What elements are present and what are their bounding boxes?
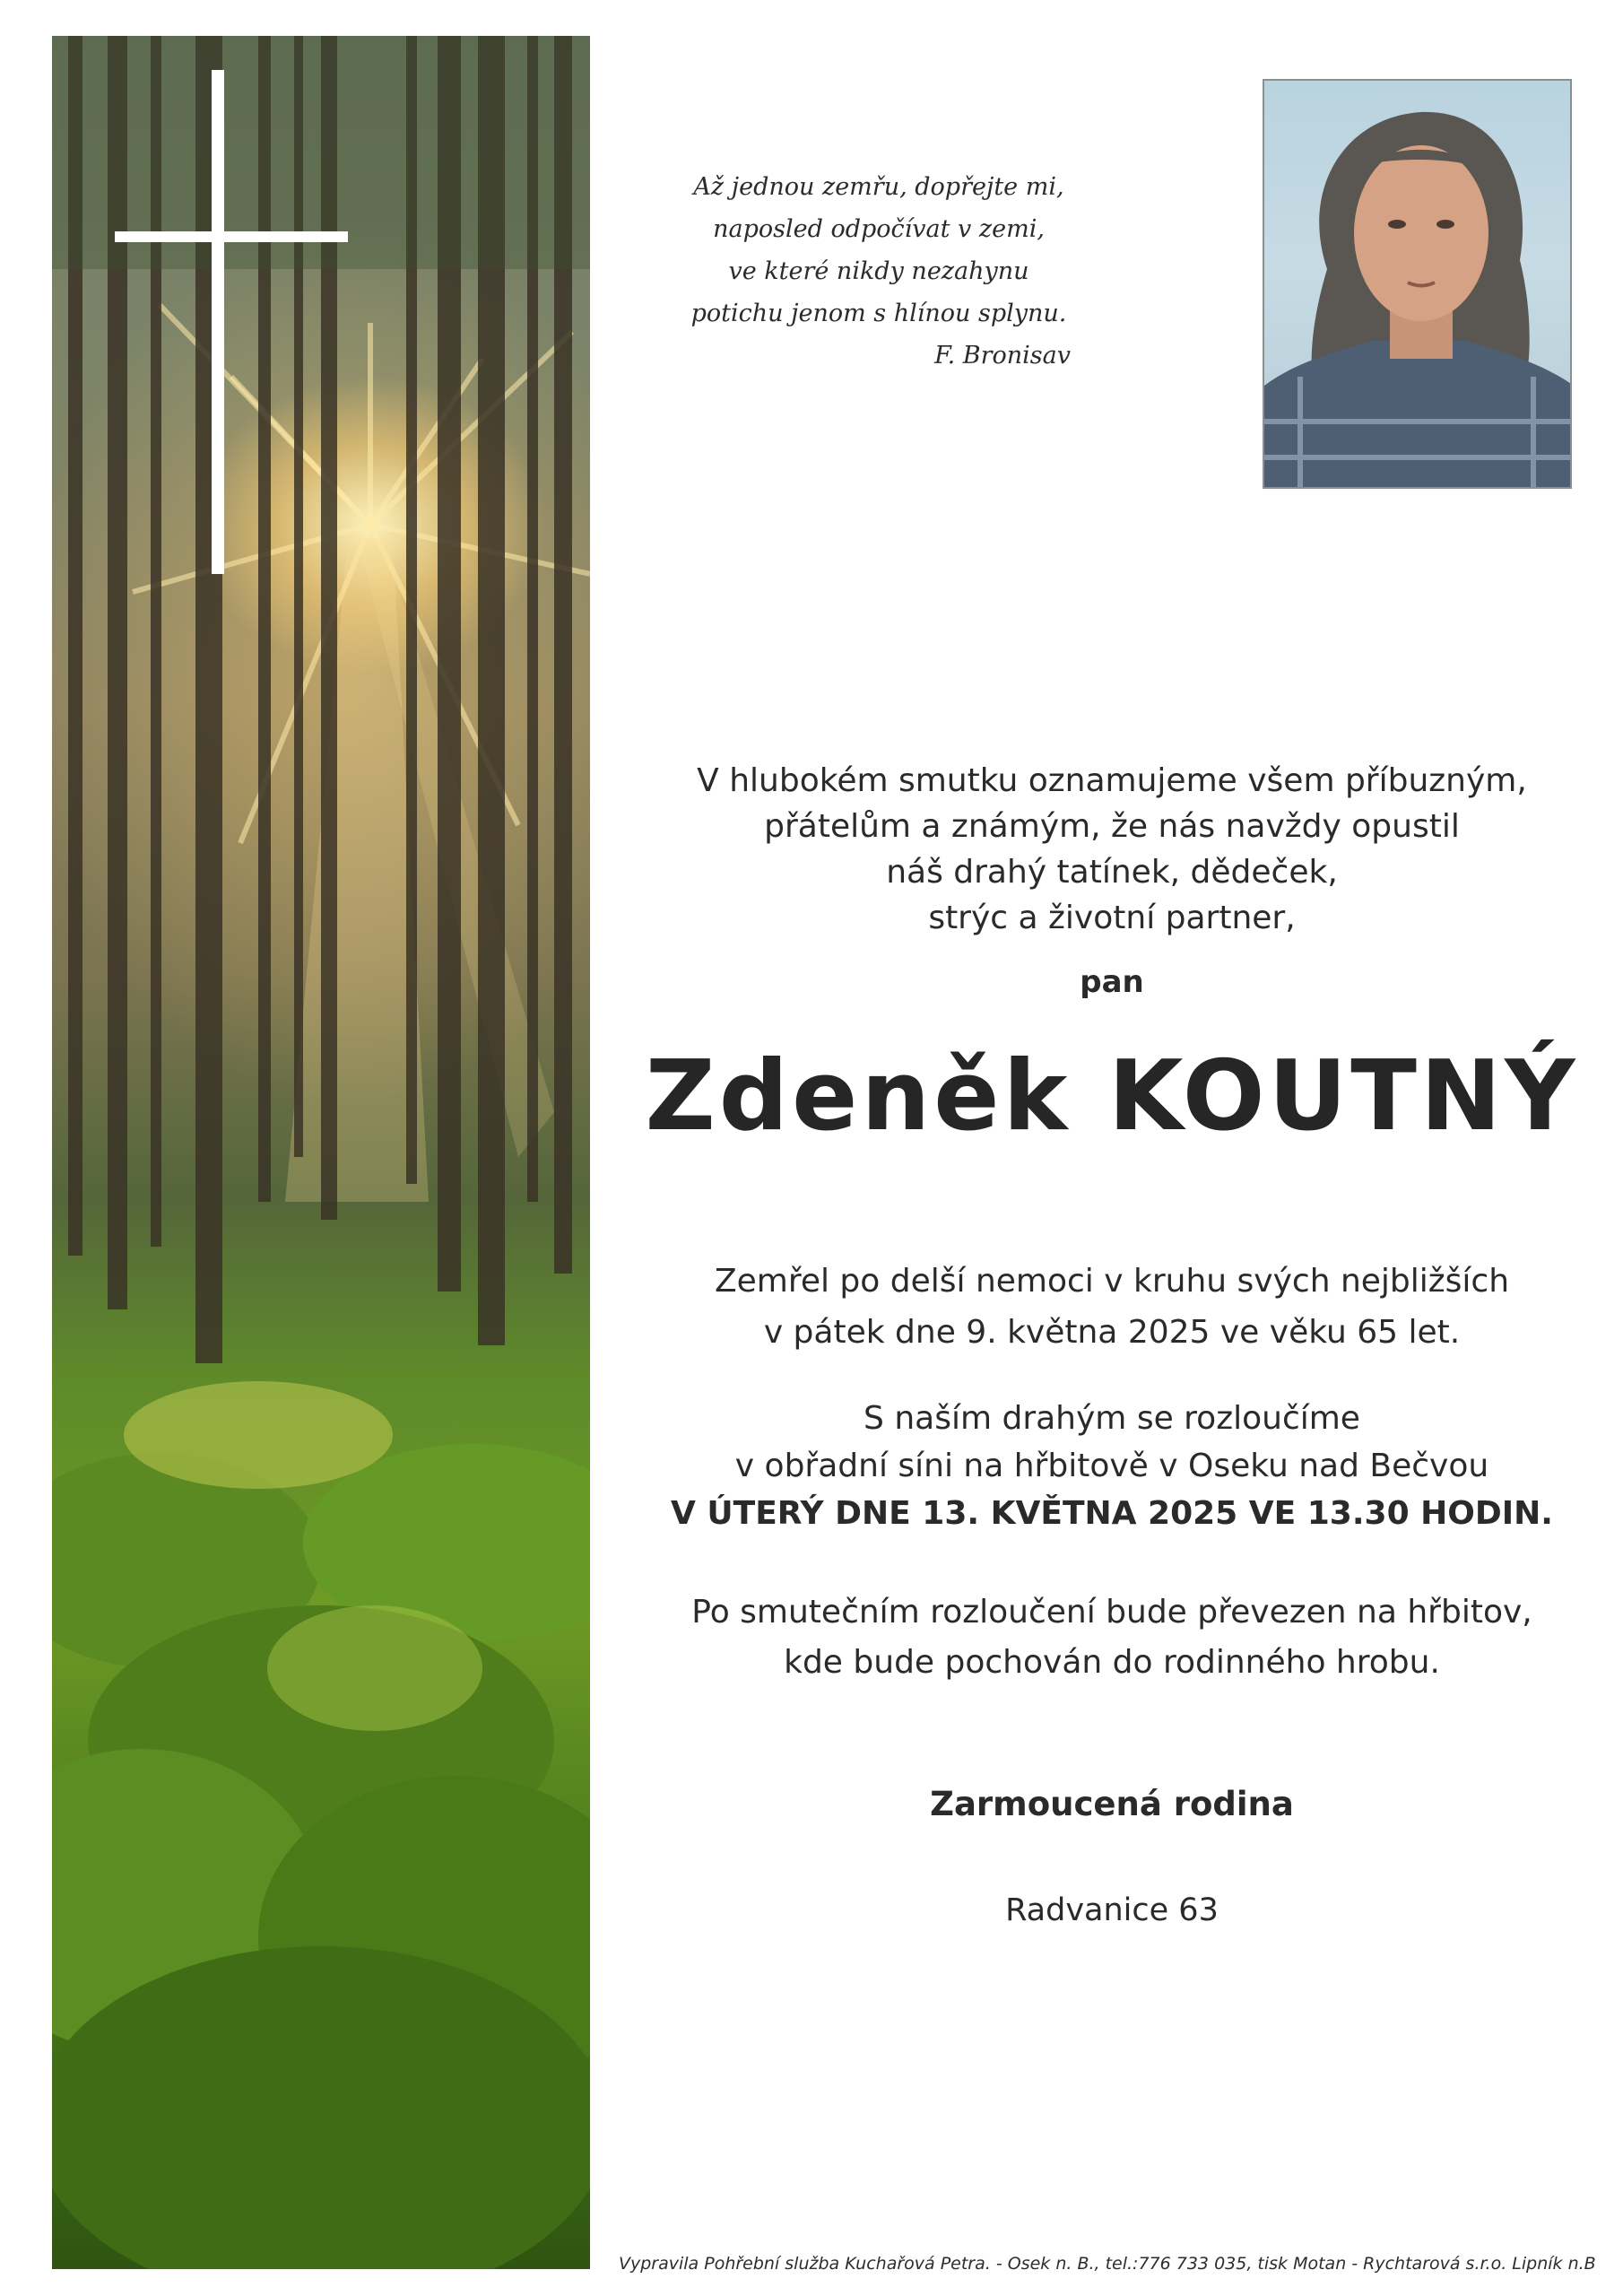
quote-line: ve které nikdy nezahynu (728, 257, 1029, 285)
forest-trees (52, 36, 590, 2269)
farewell-datetime: V ÚTERÝ DNE 13. KVĚTNA 2025 VE 13.30 HODIN. (671, 1495, 1553, 1532)
title-prefix: pan (1080, 964, 1144, 1000)
cross-icon (212, 70, 224, 574)
death-line: Zemřel po delší nemoci v kruhu svých nejbližších (714, 1263, 1510, 1300)
deceased-name: Zdeněk KOUTNÝ (645, 1040, 1579, 1152)
intro-line: V hlubokém smutku oznamujeme všem příbuzným, (697, 762, 1527, 799)
portrait-photo (1263, 79, 1572, 489)
printer-footer: Vypravila Pohřební služba Kuchařová Petra. - Osek n. B., tel.:776 733 035, tisk Motan - Rychtarová s.r.o. Lipník n.B (619, 2254, 1596, 2274)
death-line: v pátek dne 9. května 2025 ve věku 65 let. (763, 1314, 1461, 1351)
quote-line: naposled odpočívat v zemi, (713, 215, 1045, 243)
intro-line: strýc a životní partner, (928, 900, 1296, 936)
family-signature: Zarmoucená rodina (930, 1785, 1294, 1823)
burial-line: Po smutečním rozloučení bude převezen na hřbitov, (691, 1594, 1532, 1631)
quote-author: F. Bronisav (934, 342, 1071, 370)
intro-line: náš drahý tatínek, dědeček, (886, 854, 1338, 891)
cross-icon-bar (115, 231, 348, 242)
farewell-line: S naším drahým se rozloučíme (864, 1400, 1360, 1437)
portrait-figure (1264, 81, 1572, 489)
poem-quote (681, 166, 1076, 377)
announcement-intro (628, 758, 1596, 941)
forest-image (52, 36, 590, 2269)
intro-line: přátelům a známým, že nás navždy opustil (764, 808, 1460, 845)
burial-line: kde bude pochován do rodinného hrobu. (784, 1644, 1440, 1681)
address: Radvanice 63 (1005, 1892, 1219, 1928)
farewell-line: v obřadní síni na hřbitově v Oseku nad Bečvou (734, 1448, 1489, 1484)
burial-details (628, 1587, 1596, 1688)
quote-line: potichu jenom s hlínou splynu. (690, 300, 1067, 327)
quote-line: Až jednou zemřu, dopřejte mi, (693, 173, 1064, 201)
death-details (628, 1256, 1596, 1358)
farewell-details (628, 1395, 1596, 1537)
